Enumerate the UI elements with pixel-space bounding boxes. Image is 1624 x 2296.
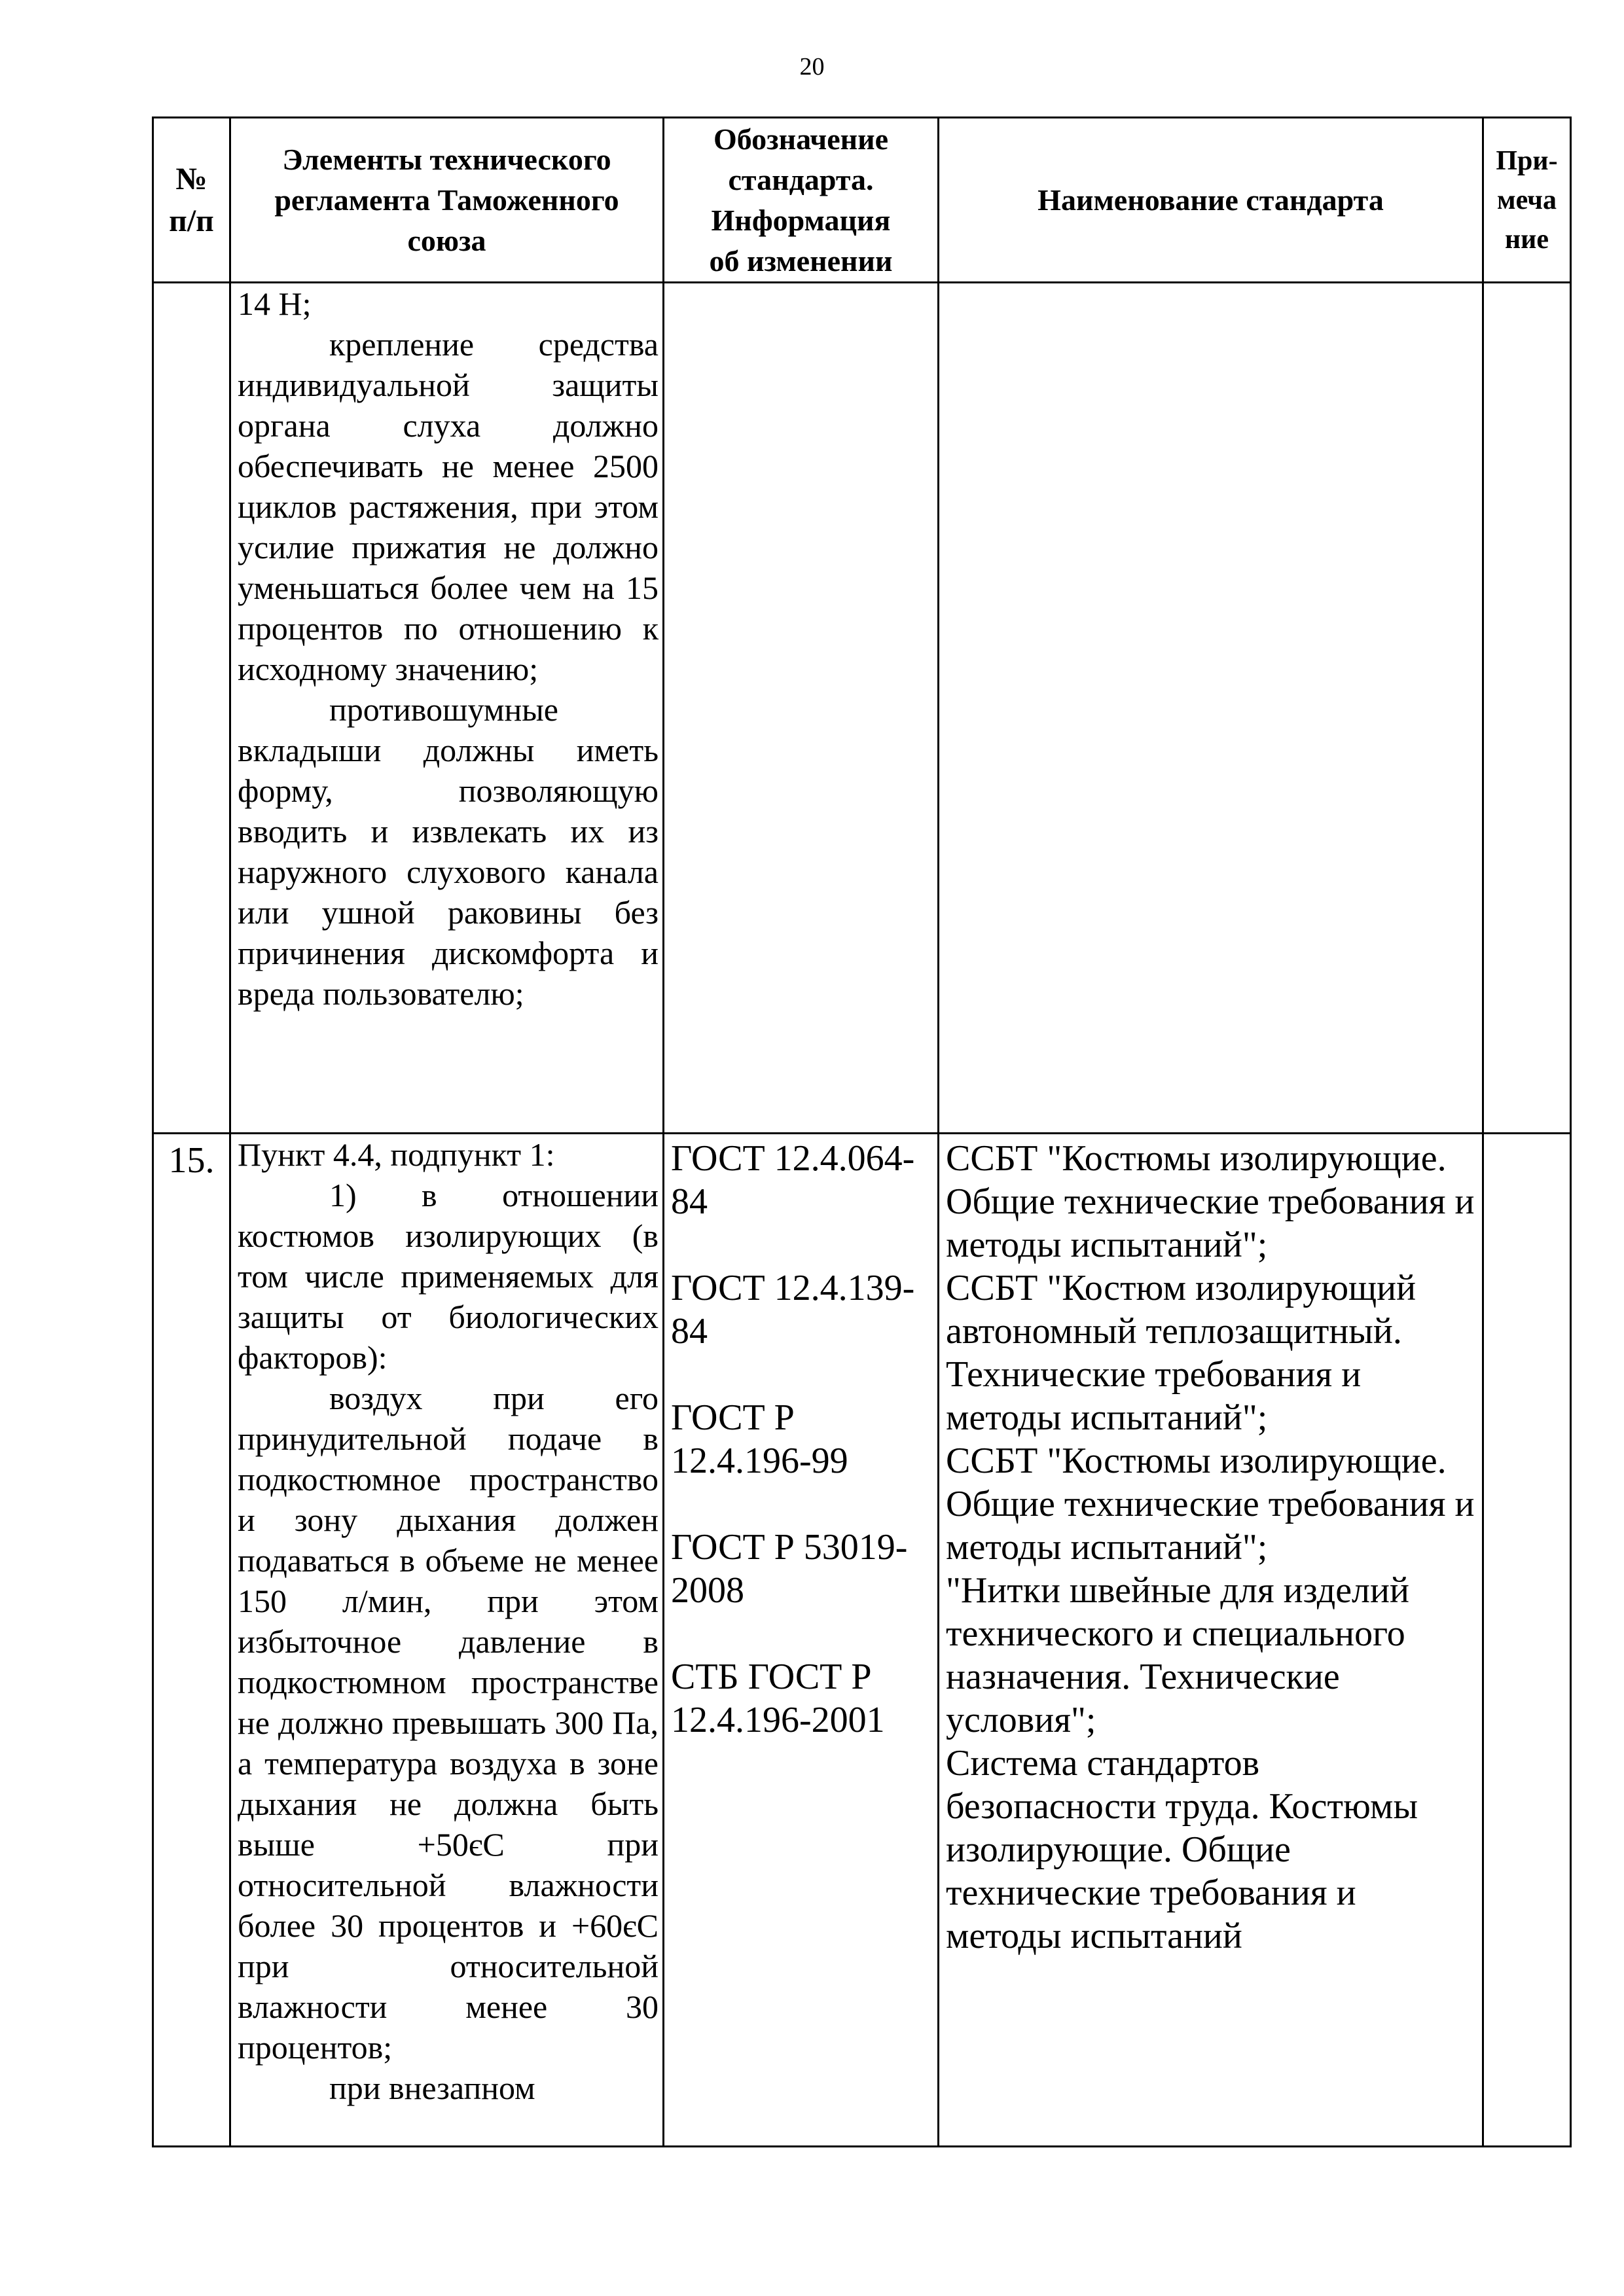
header-note	[1483, 118, 1571, 283]
page-number: 20	[799, 53, 825, 81]
header-designation	[664, 118, 939, 283]
header-designation-line: стандарта.	[728, 162, 874, 196]
standard-designation: СТБ ГОСТ Р 12.4.196-2001	[671, 1657, 885, 1740]
header-elements	[230, 118, 664, 283]
element-text: крепление средства индивидуальной защиты органа слуха должно обеспечивать не менее 2500 циклов растяжения, при этом усилие прижатия не должно уменьшаться более чем на 15 процентов по отношению к исходному значению;	[238, 326, 659, 687]
standard-designation: ГОСТ Р 53019-2008	[671, 1527, 908, 1611]
header-number-line: №	[175, 161, 208, 196]
element-text: воздух при его принудительной подаче в подкостюмное пространство и зону дыхания должен подаваться в объеме не менее 150 л/мин, при этом избыточное давление в подкостюмном пространстве не должно превышать 300 Па, а температура воздуха в зоне дыхания не должна быть выше +50єС при относительной влажности более 30 процентов и +60єС при относительной влажности менее 30 процентов;	[238, 1380, 659, 2066]
header-designation-line: Информация	[711, 203, 891, 237]
header-elements-line: регламента Таможенного	[274, 183, 619, 217]
header-elements-line: Элементы технического	[282, 142, 611, 176]
header-name: Наименование стандарта	[939, 118, 1483, 283]
header-note-line: При-	[1496, 145, 1558, 176]
element-text: при внезапном	[329, 2070, 535, 2106]
standards-table	[152, 117, 1572, 2147]
cell-designation	[664, 1134, 939, 2147]
cell-number	[153, 283, 230, 1134]
cell-designation	[664, 283, 939, 1134]
standard-name: "Нитки швейные для изделий технического и специального назначения. Технические условия";	[946, 1570, 1409, 1740]
header-number	[153, 118, 230, 283]
standard-designation: ГОСТ Р 12.4.196-99	[671, 1397, 848, 1481]
header-note-line: ние	[1504, 224, 1549, 255]
cell-note	[1483, 283, 1571, 1134]
element-text: противошумные вкладыши должны иметь форму, позволяющую вводить и извлекать их из наружного слухового канала или ушной раковины без причинения дискомфорта и вреда пользователю;	[238, 691, 659, 1012]
element-text: 14 Н;	[238, 285, 312, 322]
table-header-row	[153, 118, 1571, 283]
standard-name: ССБТ "Костюм изолирующий автономный теплозащитный. Технические требования и методы испытаний";	[946, 1268, 1416, 1438]
standard-name: Система стандартов безопасности труда. Костюмы изолирующие. Общие технические требования и методы испытаний	[946, 1743, 1418, 1956]
standard-name: ССБТ "Костюмы изолирующие. Общие технические требования и методы испытаний";	[946, 1138, 1475, 1265]
element-text: Пункт 4.4, подпункт 1:	[238, 1136, 555, 1173]
element-text: 1) в отношении костюмов изолирующих (в том числе применяемых для защиты от биологических факторов):	[238, 1177, 659, 1376]
row-number: 15.	[153, 1134, 230, 2147]
standard-designation: ГОСТ 12.4.064-84	[671, 1138, 915, 1222]
cell-name	[939, 283, 1483, 1134]
header-elements-line: союза	[407, 223, 486, 257]
table-row-15	[153, 1134, 1571, 2147]
cell-elements	[230, 283, 664, 1134]
header-designation-line: Обозначение	[713, 122, 889, 156]
table-row-continued	[153, 283, 1571, 1134]
cell-note	[1483, 1134, 1571, 2147]
header-designation-line: об изменении	[709, 243, 893, 278]
header-number-line: п/п	[169, 203, 214, 238]
standard-name: ССБТ "Костюмы изолирующие. Общие технические требования и методы испытаний";	[946, 1441, 1475, 1568]
cell-name	[939, 1134, 1483, 2147]
header-note-line: меча	[1497, 185, 1557, 215]
cell-elements	[230, 1134, 664, 2147]
standard-designation: ГОСТ 12.4.139-84	[671, 1268, 915, 1352]
